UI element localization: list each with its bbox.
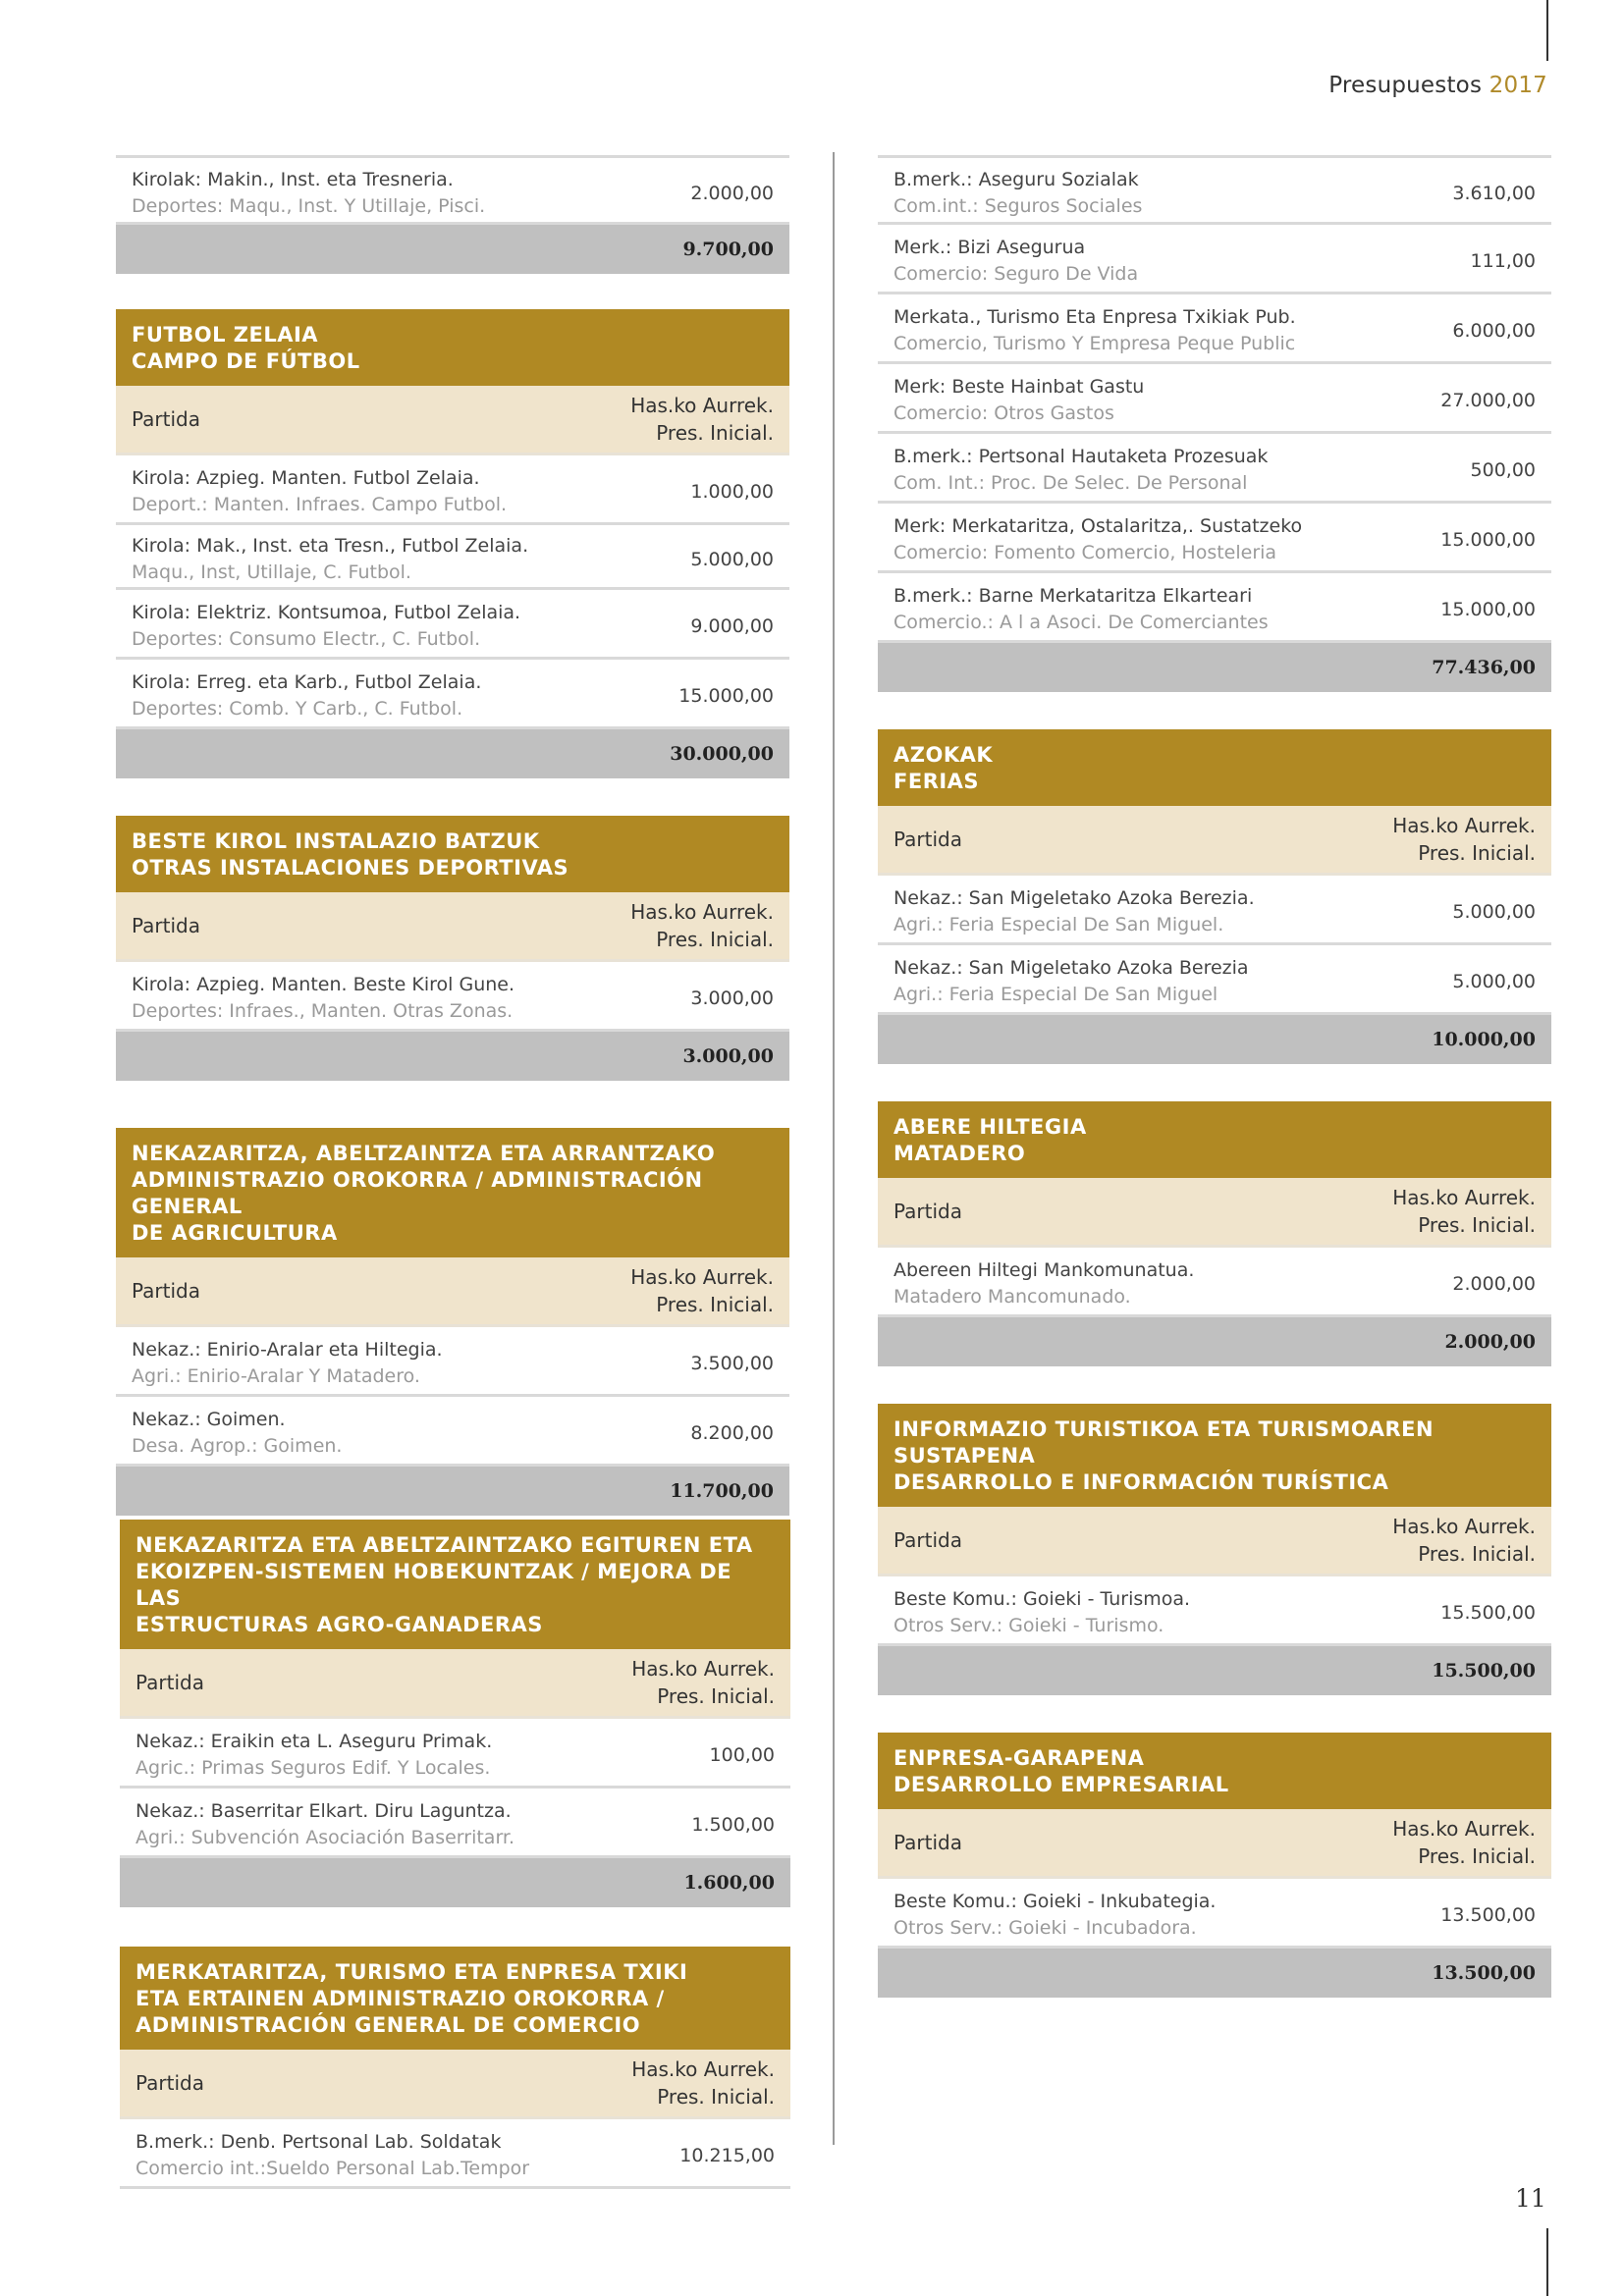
section-total: 77.436,00: [878, 643, 1551, 692]
column-header: Partida Has.ko Aurrek. Pres. Inicial.: [878, 806, 1551, 876]
bottom-decor-line: [1546, 2228, 1548, 2296]
table-row: Nekaz.: Eraikin eta L. Aseguru Primak. Agric.: Primas Seguros Edif. Y Locales. 100,00: [120, 1719, 790, 1789]
table-row: Kirola: Azpieg. Manten. Futbol Zelaia. Deport.: Manten. Infraes. Campo Futbol. 1.000,00: [116, 455, 789, 525]
section-total: 11.700,00: [116, 1467, 789, 1516]
column-header: Partida Has.ko Aurrek. Pres. Inicial.: [116, 1257, 789, 1327]
column-header: Partida Has.ko Aurrek. Pres. Inicial.: [878, 1507, 1551, 1576]
table-row: Nekaz.: San Migeletako Azoka Berezia. Agri.: Feria Especial De San Miguel. 5.000,00: [878, 876, 1551, 945]
section-heading: NEKAZARITZA, ABELTZAINTZA ETA ARRANTZAKO ADMINISTRAZIO OROKORRA / ADMINISTRACIÓN GENERAL DE AGRICULTURA: [116, 1128, 789, 1257]
section-heading: NEKAZARITZA ETA ABELTZAINTZAKO EGITUREN ETA EKOIZPEN-SISTEMEN HOBEKUNTZAK / MEJORA DE LAS ESTRUCTURAS AGRO-GANADERAS: [120, 1520, 790, 1649]
table-row: Nekaz.: Goimen. Desa. Agrop.: Goimen. 8.200,00: [116, 1397, 789, 1467]
table-row: Kirola: Azpieg. Manten. Beste Kirol Gune. Deportes: Infraes., Manten. Otras Zonas. 3.000,00: [116, 962, 789, 1032]
table-row: Beste Komu.: Goieki - Inkubategia. Otros Serv.: Goieki - Incubadora. 13.500,00: [878, 1879, 1551, 1949]
table-row: Merk: Beste Hainbat Gastu Comercio: Otros Gastos 27.000,00: [878, 364, 1551, 434]
table-row: B.merk.: Pertsonal Hautaketa Prozesuak Com. Int.: Proc. De Selec. De Personal 500,00: [878, 434, 1551, 504]
section-total: 3.000,00: [116, 1032, 789, 1081]
section-total: 9.700,00: [116, 225, 789, 274]
section-heading: AZOKAK FERIAS: [878, 729, 1551, 806]
column-divider: [833, 152, 835, 2145]
table-row: Merkata., Turismo Eta Enpresa Txikiak Pub. Comercio, Turismo Y Empresa Peque Public 6.000,00: [878, 294, 1551, 364]
table-row: Merk: Merkataritza, Ostalaritza,. Sustatzeko Comercio: Fomento Comercio, Hosteleria 15.000,00: [878, 504, 1551, 573]
right-column: [878, 155, 1551, 1998]
page-header: Presupuestos 2017: [1328, 73, 1547, 98]
column-header: Partida Has.ko Aurrek. Pres. Inicial.: [878, 1178, 1551, 1248]
section-total: 10.000,00: [878, 1015, 1551, 1064]
page-number: 11: [1515, 2184, 1546, 2213]
table-row: Kirola: Erreg. eta Karb., Futbol Zelaia. Deportes: Comb. Y Carb., C. Futbol. 15.000,00: [116, 660, 789, 729]
table-row: B.merk.: Barne Merkataritza Elkarteari Comercio.: A l a Asoci. De Comerciantes 15.000,00: [878, 573, 1551, 643]
section-heading: ABERE HILTEGIA MATADERO: [878, 1101, 1551, 1178]
section-heading: INFORMAZIO TURISTIKOA ETA TURISMOAREN SUSTAPENA DESARROLLO E INFORMACIÓN TURÍSTICA: [878, 1404, 1551, 1507]
column-header: Partida Has.ko Aurrek. Pres. Inicial.: [116, 892, 789, 962]
column-header: Partida Has.ko Aurrek. Pres. Inicial.: [120, 2050, 790, 2119]
table-row: Nekaz.: Enirio-Aralar eta Hiltegia. Agri.: Enirio-Aralar Y Matadero. 3.500,00: [116, 1327, 789, 1397]
section-total: 2.000,00: [878, 1317, 1551, 1366]
section-heading: MERKATARITZA, TURISMO ETA ENPRESA TXIKI ETA ERTAINEN ADMINISTRAZIO OROKORRA / ADMINISTRACIÓN GENERAL DE COMERCIO: [120, 1947, 790, 2050]
table-row: Kirola: Elektriz. Kontsumoa, Futbol Zelaia. Deportes: Consumo Electr., C. Futbol. 9.000,00: [116, 590, 789, 660]
section-total: 1.600,00: [120, 1858, 790, 1907]
table-row: Kirolak: Makin., Inst. eta Tresneria. Deportes: Maqu., Inst. Y Utillaje, Pisci. 2.000,00: [116, 155, 789, 225]
section-heading: BESTE KIROL INSTALAZIO BATZUK OTRAS INSTALACIONES DEPORTIVAS: [116, 816, 789, 892]
section-heading: ENPRESA-GARAPENA DESARROLLO EMPRESARIAL: [878, 1733, 1551, 1809]
table-row: Kirola: Mak., Inst. eta Tresn., Futbol Zelaia. Maqu., Inst, Utillaje, C. Futbol. 5.000,00: [116, 525, 789, 590]
section-total: 13.500,00: [878, 1949, 1551, 1998]
table-row: B.merk.: Aseguru Sozialak Com.int.: Seguros Sociales 3.610,00: [878, 155, 1551, 225]
table-row: Merk.: Bizi Asegurua Comercio: Seguro De Vida 111,00: [878, 225, 1551, 294]
section-total: 15.500,00: [878, 1646, 1551, 1695]
column-header: Partida Has.ko Aurrek. Pres. Inicial.: [120, 1649, 790, 1719]
table-row: B.merk.: Denb. Pertsonal Lab. Soldatak Comercio int.:Sueldo Personal Lab.Tempor 10.215,00: [120, 2119, 790, 2189]
table-row: Abereen Hiltegi Mankomunatua. Matadero Mancomunado. 2.000,00: [878, 1248, 1551, 1317]
table-row: Nekaz.: Baserritar Elkart. Diru Laguntza. Agri.: Subvención Asociación Baserritarr. 1.500,00: [120, 1789, 790, 1858]
section-total: 30.000,00: [116, 729, 789, 778]
left-column-lower: [120, 1520, 790, 2189]
top-decor-line: [1546, 0, 1548, 61]
column-header: Partida Has.ko Aurrek. Pres. Inicial.: [878, 1809, 1551, 1879]
table-row: Beste Komu.: Goieki - Turismoa. Otros Serv.: Goieki - Turismo. 15.500,00: [878, 1576, 1551, 1646]
section-heading: FUTBOL ZELAIA CAMPO DE FÚTBOL: [116, 309, 789, 386]
left-column: [116, 155, 789, 1516]
table-row: Nekaz.: San Migeletako Azoka Berezia Agri.: Feria Especial De San Miguel 5.000,00: [878, 945, 1551, 1015]
column-header: Partida Has.ko Aurrek. Pres. Inicial.: [116, 386, 789, 455]
